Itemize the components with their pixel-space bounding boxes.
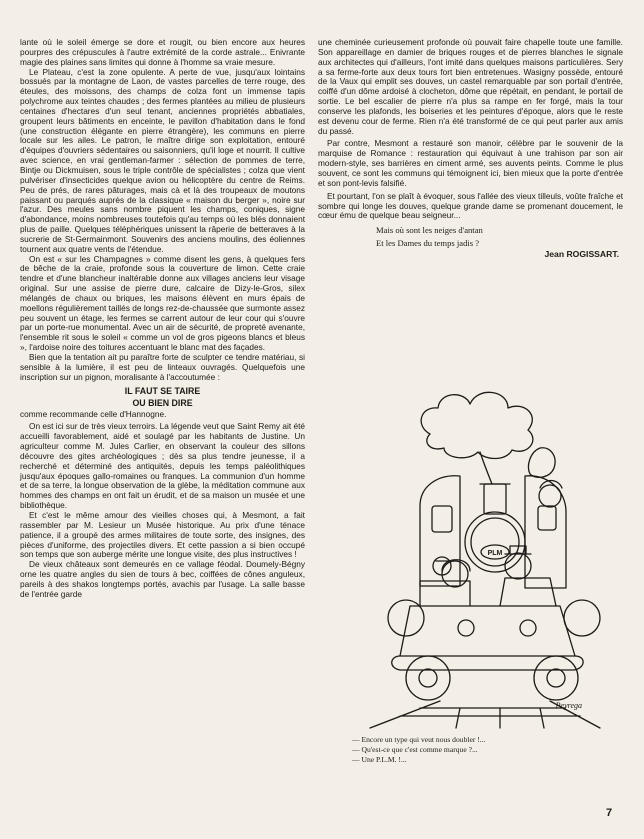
paragraph: On est « sur les Champagnes » comme disent les gens, à quelques fers de bêche de la craie, profonde sous la couverture de limon. Cette craie tendre et d'une blancheur inaltérable donne aux villages anciens leur visage original. Sur une assise de pierre dure, calcaire de Dizy-le-Gros, silex mélangés de chaux ou briques, les maisons élèvent en murs épais de moellons régulièrement taillés de longs rez-de-chaussée que surmonte assez peu souvent un étage, les fermes se carrent autour de leur cour qui s'ouvre par un porte-rue monumental. Avec un air de sécurité, de propreté avenante, l'ensemble rit sous le soleil « comme un vol de gros pigeons blancs et bleus », l'ardoise noire des toitures accentuant le blanc mat des façades.: [20, 253, 305, 353]
paragraph: Le Plateau, c'est la zone opulente. A perte de vue, jusqu'aux lointains bossués par la montagne de Laon, de vastes parcelles de terre rouge, des éteules, des moissons, des champs de colza font un immense tapis polychrome aux teintes chaudes ; des fermes plantées au milieu de plusieurs centaines d'hectares d'un seul tenant, anciennes propriétés abbatiales, groupent leurs bâtiments en enceinte, le pavillon d'habitation dans le fond (une construction élégante en pierre étrangère), les communs en pierre locale sur les ailes. Le patron, le maître dirige son exploitation, entouré d'équipes d'ouvriers sédentaires ou saisonniers, qu'il loge et nourrit. Il cultive avec science, en vrai gentleman-farmer : sélection de pommes de terre, Bintje ou Dickmuisen, sous le triple contrôle de spécialistes ; colza que vient pulvériser d'insecticides quelque avion ou hélicoptère du centre de Reims. Peu de prés, de rares pâturages, mais cà et là des troupeaux de moutons paissant ou parqués auprès de la classique « maison du berger », noire sur l'azur. Des meules sans nombre piquent les champs, coniques, signe d'abondance, moins nombreuses toutefois qu'au temps où les blés donnaient plus de paille. Quelques téléphériques unissent la râperie de betteraves à la sucrerie de St-Germainmont. Souvenirs des anciens moulins, des éoliennes tournent aux quatre vents de l'étendue.: [20, 66, 305, 254]
paragraph: Et c'est le même amour des vieilles choses qui, à Mesmont, a fait rassembler par M. Lesieur un Musée historique. Au prix d'une ténace patience, il a groupé des armes militaires de toute sorte, des insignes, des pièces d'uniforme, des projectiles divers. Et cette passion a si bien occupé son temps que son auberge mérite une longue visite, des plus instructives !: [20, 509, 305, 560]
cartoon-illustration: [360, 356, 610, 734]
author-signature: Jean ROGISSART.: [544, 249, 619, 260]
cartoon-caption: [352, 735, 592, 765]
locomotive-wheel-right: [564, 600, 600, 636]
smoke-cloud: [421, 392, 533, 458]
caption-line-1: — Encore un type qui veut nous doubler !...: [352, 735, 486, 744]
right-column: [318, 38, 623, 260]
caption-line-3: — Une P.L.M. !...: [352, 755, 407, 764]
paragraph: Bien que la tentation ait pu paraître forte de sculpter ce tendre matériau, si sensible à la lumière, il est peu de linteaux ouvragés. Quelquefois une inscription sur un pignon, moralisante à l'accoutumée :: [20, 352, 305, 382]
chimney: [484, 484, 506, 514]
paragraph: On est ici sur de très vieux terroirs. La légende veut que Saint Remy ait été accueilli favorablement, aidé et soulagé par les habitants de Justine. Un agriculteur comme M. Jules Carlier, en observant la couleur des sillons découvre des gites archéologiques ; dès sa plus tendre jeunesse, il a recherché et déterminé des antiquités, depuis les temps paléolithiques jusqu'aux époques gallo-romaines ou franques. La communion d'un homme et de sa terre, la longue observation de la glèbe, la méditation commune aux hommes des champs en ont fait un érudit, et de sa maison un musée et une bibliothèque.: [20, 421, 305, 511]
front-left-wheel: [406, 656, 450, 700]
artist-signature: Peyrega: [555, 701, 582, 710]
left-column: [20, 38, 305, 600]
man-passenger: [505, 553, 531, 579]
locomotive-front: [465, 512, 525, 572]
paragraph: comme recommande celle d'Hannogne.: [20, 408, 167, 419]
caption-line-2: — Qu'est-ce que c'est comme marque ?...: [352, 745, 478, 754]
paragraph: une cheminée curieusement profonde où pouvait faire chapelle toute une famille. Son appareillage en damier de briques rouges et de pierres blanches le signale aux architectes qui d'ailleurs, l'ont imité dans quelques maisons particulières. Sery a sa ferme-forte aux deux tours fort bien entretenues. Wasigny possède, entouré de la Vaux qui emplit ses douves, un castel remarquable par son portail d'entrée, coiffé d'un dôme ardoisé à clocheton, dôme que répétait, en pendant, le portail de sortie. Le bel escalier de pierre n'a plus sa rampe en fer forgé, mais la tour conserve les plafonds, les boiseries et les peintures d'époque, alors que le reste est devenu cour de ferme. Rien n'a été transformé de ce qui peut parler aux amis du passé.: [318, 37, 623, 136]
paragraph: lante où le soleil émerge se dore et rougit, ou bien encore aux heures pourpres des crépuscules à l'autre extrémité de la corde astrale... Enivrante magie des plaines sans limites qui donne à l'homme sa vraie mesure.: [20, 37, 305, 67]
car-body: [400, 606, 575, 656]
paragraph: De vieux châteaux sont demeurés en ce vallage féodal. Doumely-Bégny orne les quatre angles du sien de tours à bec, coiffées de cônes anguleux, pareils à des shakos longtemps portés, avachis par l'usage. La salle basse de l'entrée garde: [20, 559, 305, 599]
paragraph: Par contre, Mesmont a restauré son manoir, célèbre par le souvenir de la marquise de Romance : restauration qui équivaut à une trahison par son air modern-style, ses barrières en ciment armé, ses auvents peints. Comme le plus souvent, ce sont les communs qui témoignent ici, bien mieux que la porte d'entrée et son pont-levis falsifié.: [318, 138, 623, 188]
page-number: 7: [606, 807, 613, 819]
inscription-line-1: IL FAUT SE TAIRE: [124, 385, 201, 396]
locomotive-wheel-left: [388, 600, 424, 636]
front-right-wheel: [534, 656, 578, 700]
verse-line-2: Et les Dames du temps jadis ?: [376, 238, 480, 249]
verse-line-1: Mais où sont les neiges d'antan: [376, 225, 483, 236]
paragraph: Et pourtant, l'on se plaît à évoquer, sous l'allée des vieux tilleuls, voûte fraîche et sombre qui longe les douves, quelque grande dame se promenant doucement, le cœur ému de quelque beau seigneur...: [318, 190, 623, 221]
inscription-line-2: OU BIEN DIRE: [132, 397, 193, 408]
plm-plate-text: PLM: [487, 550, 503, 557]
